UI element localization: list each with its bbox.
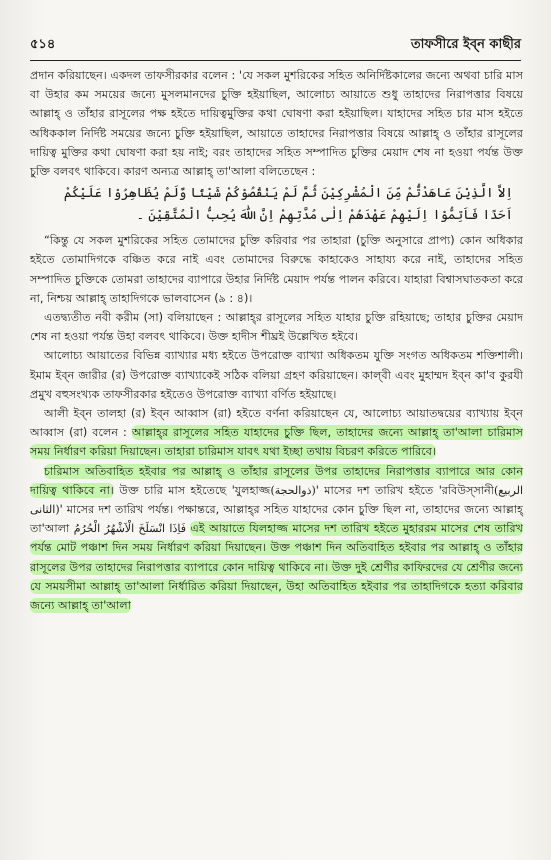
paragraph-5 bbox=[30, 404, 523, 462]
verse-translation: “কিন্তু যে সকল মুশরিকের সহিত তোমাদের চুক্তি করিবার পর তাহারা (চুক্তি অনুসারে প্রাপ্য) কোন অধিকার হইতে তোমাদিগকে বঞ্চিত করে নাই এবং তোমাদের বিরুদ্ধে কাহাকেও সাহায্য করে নাই, তাহাদের সহিত সম্পাদিত চুক্তিকে তোমরা তাহাদের ব্যাপারে উহার নির্দিষ্ট মেয়াদ পর্যন্ত পালন করিবে। যাহারা বিশ্বাসঘাতকতা করে না, নিশ্চয় আল্লাহ্‌ তাহাদিগকে ভালবাসেন bbox=[30, 234, 523, 305]
paragraph-6-part-a: উক্ত চারি মাস হইতেছে 'যুলহাজ্জ bbox=[119, 483, 271, 497]
paragraph-6 bbox=[30, 462, 523, 616]
book-title: তাফসীরে ইব্‌ন কাছীর bbox=[410, 36, 521, 52]
paragraph-3: এতদ্ব্যতীত নবী করীম (সা) বলিয়াছেন : আল্লাহ্‌র রাসূলের সহিত যাহার চুক্তি রহিয়াছে; তাহার চুক্তির মেয়াদ শেষ না হওয়া পর্যন্ত উহা বলবৎ থাকিবে। উক্ত হাদীস শীঘ্রই উল্লেখিত হইবে। bbox=[30, 311, 523, 344]
arabic-month-rabiussani: (الربيع الثانى) bbox=[30, 483, 524, 517]
paragraph-1: প্রদান করিয়াছেন। একদল তাফসীরকার বলেন : 'যে সকল মুশরিকের সহিত অনির্দিষ্টকালের জন্যে অথবা চারি মাস বা উহার কম সময়ের জন্যে মুসলমানদের চুক্তি হইয়াছিল, আলোচ্য আয়াতে শুধু তাহাদের নিরাপত্তার বিষয়ে আল্লাহ্‌ ও তাঁহার রাসূলের পক্ষ হইতে দায়িত্বমুক্তির কথা ঘোষণা করা হইয়াছিল। যাহাদের সহিত চার মাস হইতে অধিককাল নির্দিষ্ট সময়ের জন্যে চুক্তি হইয়াছিল, আয়াতে তাহাদের নিরাপত্তার বিষয়ে আল্লাহ্‌ ও তাঁহার রাসূলের দায়িত্ব মুক্তির কথা ঘোষণা করা হয় নাই; বরং তাহাদের সহিত সম্পাদিত চুক্তির মেয়াদ শেষ না হওয়া পর্যন্ত উক্ত চুক্তি বলবৎ থাকিবে। কারণ অন্যত্র আল্লাহ্‌ তা'আলা বলিতেছেন : bbox=[30, 69, 523, 179]
paragraph-6-part-c: ' মাসের দশ তারিখ পর্যন্ত। পক্ষান্তরে, আল্লাহ্‌র সহিত যাহাদের কোন চুক্তি ছিল না, তাহাদের জন্যে আল্লাহ্‌ তা'আলা bbox=[30, 503, 523, 536]
arabic-inline-verse: فَاِذَا انْسَلَخَ الْاَشْهُرُ الْحُرُمُ bbox=[73, 522, 186, 536]
paragraph-6-part-b: ' মাসের দশ তারিখ হইতে 'রবিউস্‌সানী bbox=[315, 483, 494, 497]
page-body bbox=[30, 66, 523, 840]
arabic-month-dhulhijjah: (ذوالحجة) bbox=[270, 483, 316, 497]
page-header bbox=[30, 34, 521, 56]
paragraph-4: আলোচ্য আয়াতের বিভিন্ন ব্যাখ্যার মধ্য হইতে উপরোক্ত ব্যাখ্যা অধিকতম যুক্তি সংগত অধিকতম শক্তিশালী। ইমাম ইব্‌ন জারীর (র) উপরোক্ত ব্যাখ্যাকেই সঠিক বলিয়া গ্রহণ করিয়াছেন। কাল্‌বী এবং মুহাম্মদ ইব্‌ন কা'ব কুরযী প্রমুখ বহুসংখ্যক তাফসীরকার হইতেও উপরোক্ত ব্যাখ্যা বর্ণিত হইয়াছে। bbox=[30, 349, 523, 401]
page-number: ৫১৪ bbox=[30, 36, 56, 52]
highlighted-text-3: এই আয়াতে যিলহাজ্জ মাসের দশ তারিখ হইতে মুহাররম মাসের শেষ তারিখ পর্যন্ত মোট পঞ্চাশ দিন সময় নির্ধারণ করিয়া দিয়াছেন। উক্ত পঞ্চাশ দিন অতিবাহিত হইবার পর আল্লাহ্‌ ও তাঁহার রাসূলের উপর তাহাদের নিরাপত্তার ব্যাপারে কোন দায়িত্ব থাকিবে না। উক্ত দুই শ্রেণীর কাফিরদের যে শ্রেণীর জন্যে যে সময়সীমা আল্লাহ্‌ তা'আলা নির্ধারিত করিয়া দিয়াছেন, উহা অতিবাহিত হইবার পর তাহাদিগকে হত্যা করিবার জন্যে আল্লাহ্‌ তা'আলা bbox=[30, 522, 523, 613]
highlighted-text-1: আল্লাহ্‌র রাসূলের সহিত যাহাদের চুক্তি ছিল, তাহাদের জন্যে আল্লাহ্‌ তা'আলা চারিমাস সময় নির্ধারণ করিয়া দিয়াছেন। তাহারা চারিমাস যাবৎ যথা ইচ্ছা তথায় বিচরণ করিতে পারিবে। bbox=[30, 426, 523, 459]
paragraph-2 bbox=[30, 231, 523, 308]
arabic-verse: اِلاَّ الَّذِيْنَ عَاهَدْتُّمْ مِّنَ الْمُشْرِكِيْنَ ثُمَّ لَمْ يَنْقُصُوْكُمْ شَيْئًا وَّلَمْ يُظَاهِرُوْا عَلَيْكُمْ اَحَدًا فَاَتِمُّوْا اِلَيْهِمْ عَهْدَهُمْ اِلٰى مُدَّتِهِمْ اِنَّ اللّٰهَ يُحِبُّ الْمُتَّقِيْنَ ۔ bbox=[63, 186, 513, 224]
paragraph-5-intro: আলী ইব্‌ন তালহা (র) ইব্‌ন আব্বাস (রা) হইতে বর্ণনা করিয়াছেন যে, আলোচ্য আয়াতদ্বয়ের ব্যাখ্যায় ইব্‌ন আব্বাস (রা) বলেন : bbox=[30, 407, 523, 440]
header-divider bbox=[30, 60, 521, 61]
verse-reference: (৯ : ৪)। bbox=[214, 291, 253, 305]
highlighted-text-2: চারিমাস অতিবাহিত হইবার পর আল্লাহ্‌ ও তাঁহার রাসূলের উপর তাহাদের নিরাপত্তার ব্যাপারে আর কোন দায়িত্ব থাকিবে না। bbox=[30, 464, 523, 497]
